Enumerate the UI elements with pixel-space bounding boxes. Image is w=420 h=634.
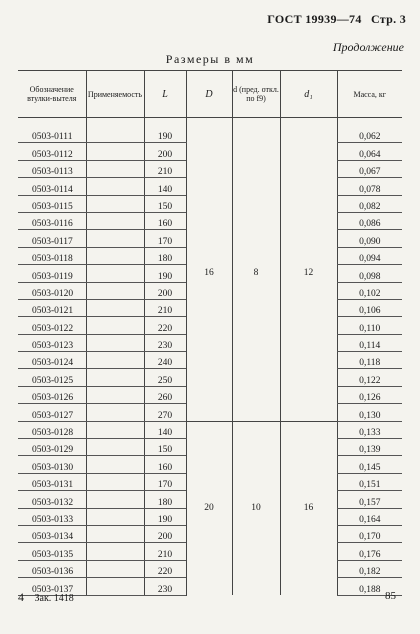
length-cell: 220 [144, 560, 186, 577]
designation-cell: 0503-0135 [18, 543, 86, 560]
applicability-cell [86, 195, 144, 212]
applicability-cell [86, 560, 144, 577]
length-cell: 170 [144, 473, 186, 490]
length-cell: 140 [144, 178, 186, 195]
table-body [18, 118, 402, 596]
mass-cell: 0,114 [337, 334, 402, 351]
applicability-cell [86, 404, 144, 421]
applicability-cell [86, 421, 144, 438]
length-cell: 260 [144, 386, 186, 403]
applicability-cell [86, 282, 144, 299]
designation-cell: 0503-0112 [18, 143, 86, 160]
applicability-cell [86, 334, 144, 351]
length-cell: 140 [144, 421, 186, 438]
applicability-cell [86, 265, 144, 282]
mass-cell: 0,170 [337, 525, 402, 542]
col-L: L [144, 71, 186, 118]
mass-cell: 0,139 [337, 439, 402, 456]
applicability-cell [86, 352, 144, 369]
designation-cell: 0503-0117 [18, 230, 86, 247]
length-cell: 180 [144, 491, 186, 508]
mass-cell: 0,110 [337, 317, 402, 334]
designation-cell: 0503-0120 [18, 282, 86, 299]
designation-cell: 0503-0118 [18, 247, 86, 264]
designation-cell: 0503-0121 [18, 299, 86, 316]
length-cell: 200 [144, 143, 186, 160]
applicability-cell [86, 508, 144, 525]
mass-cell: 0,118 [337, 352, 402, 369]
designation-cell: 0503-0124 [18, 352, 86, 369]
col-d1: d₁ [280, 71, 337, 118]
length-cell: 210 [144, 543, 186, 560]
designation-cell: 0503-0126 [18, 386, 86, 403]
mass-cell: 0,151 [337, 473, 402, 490]
mass-cell: 0,133 [337, 421, 402, 438]
mass-cell: 0,082 [337, 195, 402, 212]
applicability-cell [86, 118, 144, 143]
applicability-cell [86, 456, 144, 473]
diameter-d-cell: 8 [232, 118, 280, 422]
length-cell: 160 [144, 456, 186, 473]
col-d: d (пред. откл. по f9) [232, 71, 280, 118]
diameter-d1-cell: 12 [280, 118, 337, 422]
designation-cell: 0503-0122 [18, 317, 86, 334]
page-header [261, 12, 406, 27]
applicability-cell [86, 369, 144, 386]
applicability-cell [86, 473, 144, 490]
continuation-label: Продолжение [332, 40, 404, 54]
standard-code: ГОСТ 19939—74 [267, 12, 362, 26]
applicability-cell [86, 212, 144, 229]
mass-cell: 0,067 [337, 160, 402, 177]
mass-cell: 0,164 [337, 508, 402, 525]
mass-cell: 0,126 [337, 386, 402, 403]
diameter-D-cell: 16 [186, 118, 232, 422]
designation-cell: 0503-0116 [18, 212, 86, 229]
col-mass: Масса, кг [337, 71, 402, 118]
applicability-cell [86, 230, 144, 247]
mass-cell: 0,157 [337, 491, 402, 508]
designation-cell: 0503-0128 [18, 421, 86, 438]
mass-cell: 0,064 [337, 143, 402, 160]
length-cell: 230 [144, 334, 186, 351]
applicability-cell [86, 491, 144, 508]
designation-cell: 0503-0125 [18, 369, 86, 386]
page-footer [18, 590, 396, 605]
page-label: Стр. 3 [370, 12, 406, 26]
mass-cell: 0,086 [337, 212, 402, 229]
designation-cell: 0503-0123 [18, 334, 86, 351]
applicability-cell [86, 317, 144, 334]
designation-cell: 0503-0119 [18, 265, 86, 282]
mass-cell: 0,090 [337, 230, 402, 247]
diameter-d-cell: 10 [232, 421, 280, 595]
mass-cell: 0,062 [337, 118, 402, 143]
mass-cell: 0,094 [337, 247, 402, 264]
length-cell: 210 [144, 299, 186, 316]
length-cell: 170 [144, 230, 186, 247]
table-caption: Размеры в мм [165, 52, 255, 66]
mass-cell: 0,102 [337, 282, 402, 299]
mass-cell: 0,176 [337, 543, 402, 560]
length-cell: 270 [144, 404, 186, 421]
designation-cell: 0503-0127 [18, 404, 86, 421]
designation-cell: 0503-0136 [18, 560, 86, 577]
mass-cell: 0,188 [337, 578, 402, 595]
col-D: D [186, 71, 232, 118]
length-cell: 220 [144, 317, 186, 334]
applicability-cell [86, 525, 144, 542]
mass-cell: 0,098 [337, 265, 402, 282]
applicability-cell [86, 386, 144, 403]
length-cell: 230 [144, 578, 186, 595]
applicability-cell [86, 247, 144, 264]
designation-cell: 0503-0133 [18, 508, 86, 525]
length-cell: 150 [144, 439, 186, 456]
table-row [18, 118, 402, 143]
designation-cell: 0503-0113 [18, 160, 86, 177]
length-cell: 210 [144, 160, 186, 177]
applicability-cell [86, 160, 144, 177]
designation-cell: 0503-0134 [18, 525, 86, 542]
col-applicability: Применяемость [86, 71, 144, 118]
designation-cell: 0503-0111 [18, 118, 86, 143]
mass-cell: 0,145 [337, 456, 402, 473]
diameter-d1-cell: 16 [280, 421, 337, 595]
mass-cell: 0,182 [337, 560, 402, 577]
designation-cell: 0503-0131 [18, 473, 86, 490]
order-number: Зак. 1418 [34, 593, 74, 604]
length-cell: 200 [144, 282, 186, 299]
mass-cell: 0,130 [337, 404, 402, 421]
applicability-cell [86, 178, 144, 195]
applicability-cell [86, 543, 144, 560]
section-number: 4 [18, 590, 24, 604]
designation-cell: 0503-0114 [18, 178, 86, 195]
designation-cell: 0503-0130 [18, 456, 86, 473]
length-cell: 190 [144, 118, 186, 143]
applicability-cell [86, 439, 144, 456]
designation-cell: 0503-0115 [18, 195, 86, 212]
designation-cell: 0503-0132 [18, 491, 86, 508]
length-cell: 180 [144, 247, 186, 264]
mass-cell: 0,122 [337, 369, 402, 386]
mass-cell: 0,078 [337, 178, 402, 195]
length-cell: 190 [144, 265, 186, 282]
applicability-cell [86, 143, 144, 160]
designation-cell: 0503-0129 [18, 439, 86, 456]
diameter-D-cell: 20 [186, 421, 232, 595]
dimensions-table [18, 70, 402, 596]
length-cell: 160 [144, 212, 186, 229]
length-cell: 150 [144, 195, 186, 212]
length-cell: 200 [144, 525, 186, 542]
table-header-row [18, 71, 402, 118]
applicability-cell [86, 299, 144, 316]
designation-cell: 0503-0137 [18, 578, 86, 595]
length-cell: 250 [144, 369, 186, 386]
length-cell: 240 [144, 352, 186, 369]
col-designation: Обозначение втулки-вытеля [18, 71, 86, 118]
mass-cell: 0,106 [337, 299, 402, 316]
page-number: 85 [385, 590, 396, 602]
table-row [18, 421, 402, 438]
length-cell: 190 [144, 508, 186, 525]
